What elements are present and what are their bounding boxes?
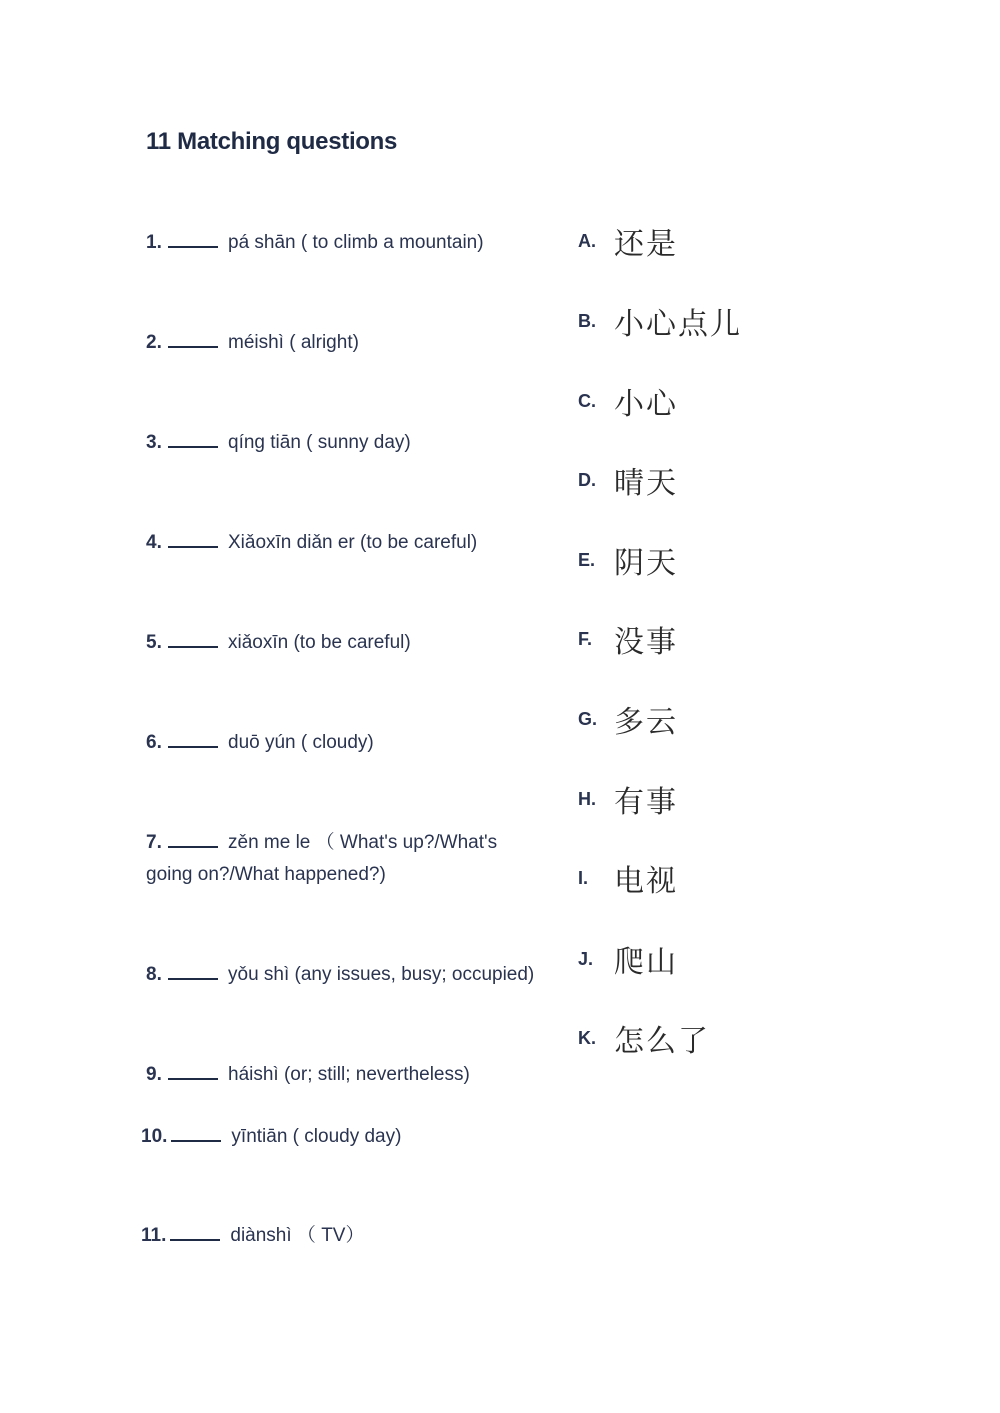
option-d	[578, 458, 678, 502]
option-hanzi: 还是	[614, 227, 678, 262]
question-7	[146, 827, 497, 891]
option-letter: B.	[578, 310, 596, 331]
question-text: diànshì （ TV）	[230, 1225, 365, 1246]
answer-blank[interactable]	[168, 832, 218, 848]
answer-blank[interactable]	[168, 232, 218, 248]
option-hanzi: 小心	[614, 387, 678, 422]
option-hanzi: 没事	[614, 625, 678, 660]
option-h	[578, 777, 678, 821]
question-5	[146, 627, 411, 659]
option-letter: I.	[578, 867, 589, 888]
question-10	[141, 1121, 401, 1153]
option-hanzi: 小心点儿	[614, 307, 742, 342]
option-letter: C.	[578, 390, 596, 411]
question-11	[141, 1220, 364, 1252]
answer-blank[interactable]	[171, 1126, 221, 1142]
answer-blank[interactable]	[168, 332, 218, 348]
option-a	[578, 219, 678, 263]
answer-blank[interactable]	[168, 432, 218, 448]
answer-blank[interactable]	[168, 632, 218, 648]
option-hanzi: 电视	[614, 864, 678, 899]
option-c	[578, 379, 678, 423]
option-f	[578, 617, 678, 661]
answer-blank[interactable]	[168, 532, 218, 548]
option-letter: E.	[578, 549, 596, 570]
option-letter: G.	[578, 708, 598, 729]
question-text: zěn me le （ What's up?/What's	[228, 832, 498, 853]
option-letter: D.	[578, 469, 596, 490]
question-number: 1.	[146, 232, 162, 253]
question-3	[146, 427, 411, 459]
question-text-continued: going on?/What happened?)	[146, 864, 386, 885]
question-4	[146, 527, 477, 559]
question-text: xiǎoxīn (to be careful)	[228, 632, 411, 653]
option-b	[578, 299, 742, 343]
question-text: qíng tiān ( sunny day)	[228, 432, 411, 453]
answer-blank[interactable]	[168, 732, 218, 748]
option-letter: H.	[578, 788, 596, 809]
question-text: yīntiān ( cloudy day)	[231, 1126, 402, 1147]
answer-blank[interactable]	[168, 1064, 218, 1080]
option-hanzi: 晴天	[614, 466, 678, 501]
question-number: 11.	[141, 1225, 167, 1246]
option-hanzi: 爬山	[614, 945, 678, 980]
question-number: 7.	[146, 832, 162, 853]
page-title: 11 Matching questions	[146, 128, 398, 155]
option-i	[578, 856, 678, 900]
option-letter: K.	[578, 1027, 596, 1048]
question-text: háishì (or; still; nevertheless)	[228, 1064, 470, 1085]
question-1	[146, 227, 484, 259]
question-text: yǒu shì (any issues, busy; occupied)	[228, 964, 535, 985]
option-letter: F.	[578, 628, 593, 649]
option-letter: A.	[578, 230, 596, 251]
question-number: 10.	[141, 1126, 168, 1147]
question-text: duō yún ( cloudy)	[228, 732, 374, 753]
option-g	[578, 697, 678, 741]
option-hanzi: 阴天	[614, 546, 678, 581]
question-text: méishì ( alright)	[228, 332, 359, 353]
question-number: 4.	[146, 532, 162, 553]
option-hanzi: 怎么了	[614, 1024, 710, 1059]
question-number: 2.	[146, 332, 162, 353]
question-9	[146, 1059, 470, 1091]
question-number: 3.	[146, 432, 162, 453]
question-number: 5.	[146, 632, 162, 653]
question-number: 8.	[146, 964, 162, 985]
question-text: Xiǎoxīn diǎn er (to be careful)	[228, 532, 478, 553]
option-k	[578, 1016, 710, 1060]
answer-blank[interactable]	[170, 1225, 220, 1241]
option-hanzi: 有事	[614, 785, 678, 820]
option-letter: J.	[578, 948, 594, 969]
question-number: 6.	[146, 732, 162, 753]
question-number: 9.	[146, 1064, 162, 1085]
question-6	[146, 727, 374, 759]
option-e	[578, 538, 678, 582]
option-j	[578, 937, 678, 981]
question-2	[146, 327, 359, 359]
question-8	[146, 959, 534, 991]
answer-blank[interactable]	[168, 964, 218, 980]
question-text: pá shān ( to climb a mountain)	[228, 232, 484, 253]
option-hanzi: 多云	[614, 705, 678, 740]
